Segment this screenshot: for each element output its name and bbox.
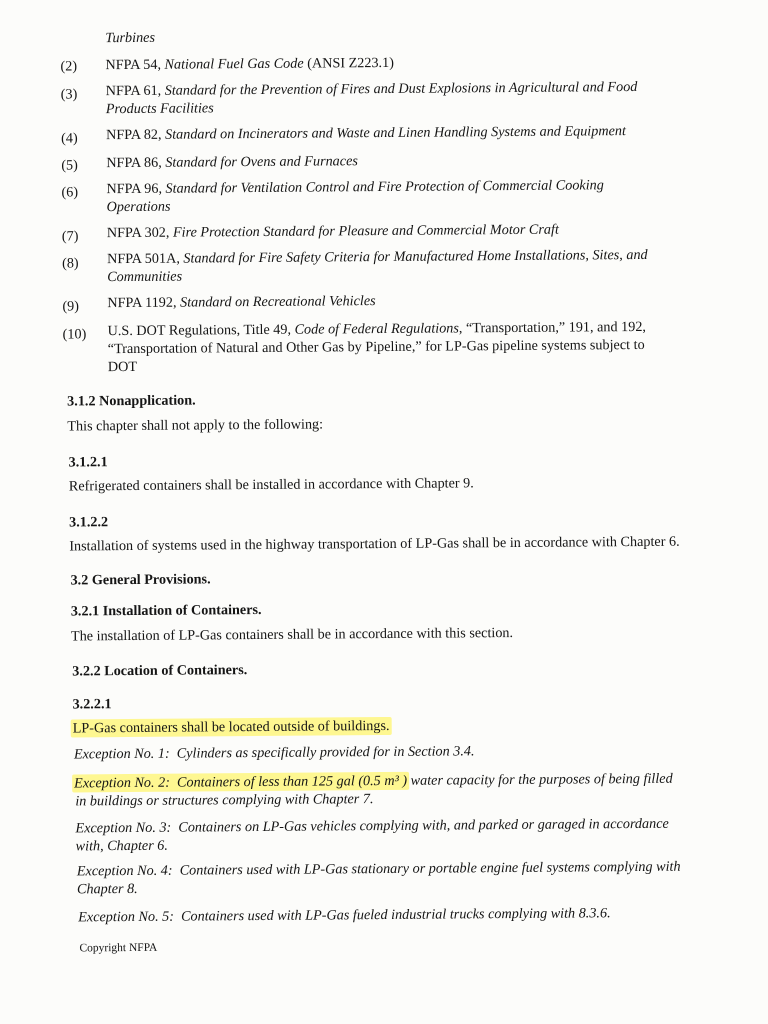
exception-text: Containers used with LP-Gas stationary or portable engine fuel systems complying with (179, 858, 681, 879)
section-heading: 3.1.2 Nonapplication. (67, 392, 196, 410)
list-number: (4) (61, 130, 78, 147)
copyright-notice: Copyright NFPA (79, 941, 158, 955)
exception-text: water capacity for the purposes of being filled (407, 770, 673, 789)
standard-title: Fire Protection Standard for Pleasure and Commercial Motor Craft (172, 221, 559, 241)
exception-label: Exception No. 2: (74, 774, 170, 792)
standard-code: NFPA 54, (105, 56, 165, 74)
list-item (106, 152, 358, 172)
standard-title: Standard for the Prevention of Fires and Dust Explosions in Agricultural and Food (164, 78, 638, 99)
list-item (107, 292, 375, 312)
exception-label: Exception No. 4: (76, 862, 173, 880)
standard-code: NFPA 82, (106, 126, 166, 144)
list-number: (6) (61, 184, 79, 201)
section-heading: 3.1.2.2 (69, 514, 109, 531)
section-text: Refrigerated containers shall be installed in accordance with Chapter 9. (68, 475, 474, 495)
section-heading: 3.2.2.1 (72, 696, 112, 713)
section-text: This chapter shall not apply to the following: (67, 416, 324, 435)
section-heading: 3.2.2 Location of Containers. (72, 662, 248, 680)
exception-text: Containers used with LP-Gas fueled industrial trucks complying with 8.3.6. (180, 905, 611, 925)
section-text: Installation of systems used in the highway transportation of LP-Gas shall be in accordance with Chapter 6. (69, 533, 680, 555)
standard-code: NFPA 61, (105, 82, 165, 100)
exception-continuation: in buildings or structures complying with Chapter 7. (75, 791, 374, 810)
exception-item (74, 770, 673, 793)
exception-continuation: with, Chapter 6. (75, 837, 168, 855)
standard-title: Standard for Fire Safety Criteria for Manufactured Home Installations, Sites, and (183, 246, 648, 267)
exception-text: Cylinders as specifically provided for in Section 3.4. (176, 743, 475, 762)
standard-code: NFPA 96, (106, 180, 166, 198)
exception-text-highlighted: Containers of less than 125 gal (0.5 m³ ) (176, 772, 408, 791)
regulation-prefix: U.S. DOT Regulations, Title 49, (107, 321, 295, 340)
standard-code: NFPA 302, (106, 224, 174, 242)
list-number: (8) (62, 255, 79, 272)
list-item (105, 54, 394, 74)
exception-item (78, 904, 611, 926)
standard-title-continuation: Operations (106, 198, 171, 216)
exception-label: Exception No. 1: (73, 745, 170, 763)
standard-code: NFPA 1192, (107, 294, 181, 312)
list-number: (2) (60, 58, 78, 75)
list-item-1-continuation: Turbines (105, 29, 156, 47)
exception-text: Containers on LP-Gas vehicles complying with, and parked or garaged in accordance (178, 815, 669, 836)
exception-item (74, 742, 475, 763)
standard-suffix: (ANSI Z223.1) (303, 54, 394, 72)
standard-title: Standard on Recreational Vehicles (180, 293, 376, 311)
exception-label: Exception No. 3: (75, 819, 172, 837)
list-item (107, 221, 559, 243)
standard-title: Standard for Ovens and Furnaces (165, 153, 358, 171)
list-number: (5) (61, 157, 78, 174)
exception-item (75, 815, 668, 838)
list-item (106, 122, 626, 144)
section-text: The installation of LP-Gas containers shall be in accordance with this section. (70, 624, 514, 645)
regulation-suffix: , “Transportation,” 191, and 192, (458, 318, 646, 337)
standard-title: Standard on Incinerators and Waste and Linen Handling Systems and Equipment (165, 123, 626, 143)
exception-label: Exception No. 5: (78, 908, 175, 926)
section-heading: 3.1.2.1 (68, 454, 108, 471)
standard-code: NFPA 86, (106, 154, 166, 172)
list-number: (9) (62, 298, 80, 315)
highlight-mark: LP-Gas containers shall be located outside of buildings. (71, 717, 392, 738)
list-number: (3) (60, 86, 78, 103)
list-item (106, 78, 638, 100)
standard-title-continuation: Communities (107, 268, 183, 286)
list-item-continuation: DOT (107, 358, 138, 376)
standard-code: NFPA 501A, (106, 250, 184, 268)
section-heading: 3.2 General Provisions. (70, 571, 211, 589)
regulation-title: Code of Federal Regulations (294, 320, 459, 338)
highlighted-requirement (73, 717, 390, 737)
exception-item (77, 858, 681, 881)
standard-title-continuation: Products Facilities (105, 100, 214, 118)
list-item (107, 246, 648, 268)
list-number: (7) (61, 228, 79, 245)
list-number: (10) (62, 326, 87, 343)
standard-title: National Fuel Gas Code (164, 55, 304, 73)
standard-title: Standard for Ventilation Control and Fire Protection of Commercial Cooking (165, 177, 604, 197)
list-item (106, 176, 603, 198)
exception-continuation: Chapter 8. (76, 880, 138, 898)
section-heading: 3.2.1 Installation of Containers. (70, 601, 262, 620)
list-item-continuation: “Transportation of Natural and Other Gas by Pipeline,” for LP-Gas pipeline systems subject to (107, 336, 645, 358)
